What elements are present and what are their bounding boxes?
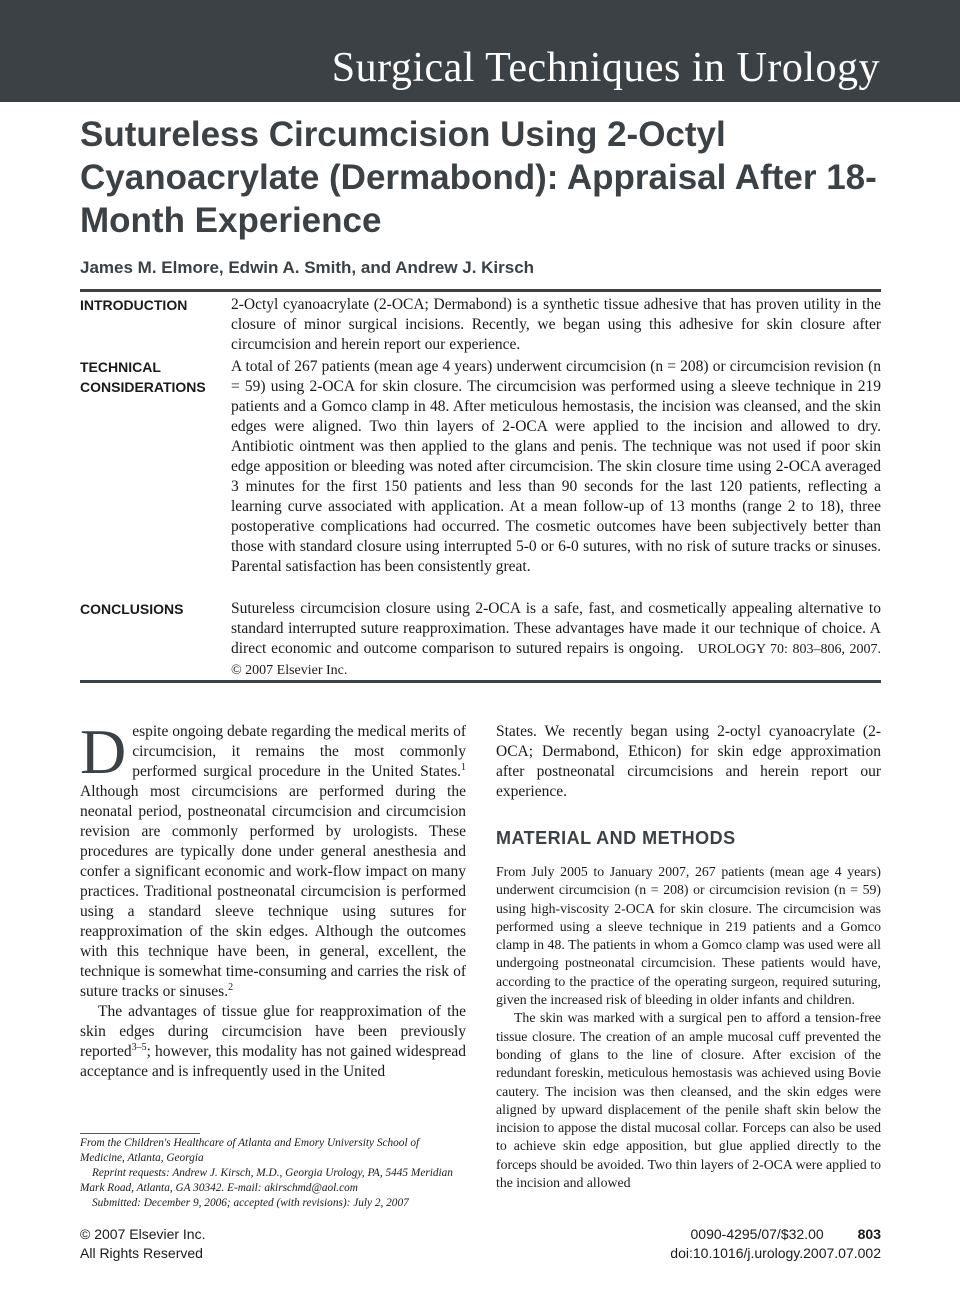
footer-left: [80, 1225, 206, 1263]
abstract-conclusions-text: Sutureless circumcision closure using 2-OCA is a safe, fast, and cosmetically appealing alternative to standard interrupted suture reapproximation. These advantages have made it our technique of choice. A direct economic and outcome comparison to sutured repairs is ongoing.: [231, 600, 881, 657]
methods-body: [496, 863, 881, 1192]
footer-right: [670, 1225, 881, 1263]
right-column-continuation: [496, 722, 881, 802]
section-heading: MATERIAL AND METHODS: [496, 828, 736, 848]
footnotes: [80, 1136, 466, 1211]
abstract-text: 2-Octyl cyanoacrylate (2-OCA; Dermabond) is a synthetic tissue adhesive that has proven utility in the closure of minor surgical incisions. Recently, we began using this adhesive for skin closure after circumcision and herein report our experience.: [231, 296, 881, 353]
abstract-top-rule: [80, 289, 881, 292]
drop-cap: D: [80, 716, 127, 787]
abstract-label: INTRODUCTION: [80, 297, 188, 313]
abstract-text: [231, 599, 881, 681]
body-paragraph: From July 2005 to January 2007, 267 patients (mean age 4 years) underwent circumcision (n = 208) or circumcision revision (n = 59) using high-viscosity 2-OCA for skin closure. The circumcision was performed using a sleeve technique in 219 patients and a Gomco clamp in 48. The patients in whom a Gomco clamp was used were all undergoing postneonatal circumcision. These patients would have, according to the practice of the operating surgeon, required suturing, given the increased risk of bleeding in older infants and children.: [496, 864, 881, 1008]
footnote-rule: [80, 1133, 200, 1134]
body-paragraph: [80, 1002, 466, 1082]
author-list: James M. Elmore, Edwin A. Smith, and Andrew J. Kirsch: [80, 258, 535, 277]
reference-marker: 3–5: [131, 1041, 147, 1053]
article-title: Sutureless Circumcision Using 2-Octyl Cyanoacrylate (Dermabond): Appraisal After 18-Month Experience: [80, 115, 877, 240]
abstract-label: [80, 357, 225, 397]
body-text: The advantages of tissue glue for reapproximation of the skin edges during circumcision have been previously reported: [80, 1003, 466, 1060]
footnote-reprint: Reprint requests: Andrew J. Kirsch, M.D., Georgia Urology, PA, 5445 Meridian Mark Road, Atlanta, GA 30342. E-mail: akirschmd@aol.com: [80, 1167, 453, 1194]
abstract-label-line: TECHNICAL: [80, 359, 161, 375]
body-paragraph: [80, 716, 466, 1002]
footnote-affiliation: From the Children's Healthcare of Atlanta and Emory University School of Medicine, Atlanta, Georgia: [80, 1137, 420, 1164]
body-paragraph: States. We recently began using 2-octyl cyanoacrylate (2-OCA; Dermabond, Ethicon) for skin edge approximation after postneonatal circumcisions and herein report our experience.: [496, 723, 881, 800]
footer-copyright: © 2007 Elsevier Inc.: [80, 1226, 206, 1242]
footer-rights: All Rights Reserved: [80, 1245, 203, 1261]
body-paragraph: The skin was marked with a surgical pen to afford a tension-free tissue closure. The creation of an ample mucosal cuff prevented the bonding of glans to the line of closure. After excision of the redundant foreskin, meticulous hemostasis was achieved using Bovie cautery. The incision was then cleansed, and the skin edges were aligned by upward displacement of the penile shaft skin below the incision to appose the distal mucosal collar. Forceps can also be used to achieve skin edge apposition, but glue applied directly to the forceps should be avoided. Two thin layers of 2-OCA were applied to the incision and allowed: [496, 1010, 881, 1191]
abstract-bottom-rule: [80, 680, 881, 683]
abstract-text: A total of 267 patients (mean age 4 years) underwent circumcision (n = 208) or circumcision revision (n = 59) using 2-OCA for skin closure. The circumcision was performed using a sleeve technique in 219 patients and a Gomco clamp in 48. After meticulous hemostasis, the incision was cleansed, and the skin edges were aligned. Two thin layers of 2-OCA were applied to the incision and allowed to dry. Antibiotic ointment was then applied to the glans and penis. The technique was not used if poor skin edge apposition or bleeding was noted after circumcision. The skin closure time using 2-OCA averaged 3 minutes for the first 150 patients and less than 90 seconds for the last 120 patients, reflecting a learning curve associated with application. At a mean follow-up of 13 months (range 2 to 18), three postoperative complications had occurred. The cosmetic outcomes have been subjectively better than those with standard closure using interrupted 5-0 or 6-0 sutures, with no risk of suture tracks or sinuses. Parental satisfaction has been consistently great.: [231, 358, 881, 575]
abstract-label-line: CONSIDERATIONS: [80, 379, 206, 395]
journal-banner: [0, 0, 960, 102]
page-number: 803: [857, 1226, 881, 1242]
footer-doi: doi:10.1016/j.urology.2007.07.002: [670, 1245, 881, 1261]
reference-marker: 2: [228, 981, 234, 993]
left-column: [80, 716, 466, 1082]
abstract-label: CONCLUSIONS: [80, 601, 184, 617]
footnote-submitted: Submitted: December 9, 2006; accepted (with revisions): July 2, 2007: [92, 1197, 409, 1209]
reference-marker: 1: [461, 761, 466, 773]
footer-issn-line: [670, 1225, 881, 1244]
footer-issn-price: 0090-4295/07/$32.00: [690, 1226, 824, 1242]
abstract-citation: UROLOGY 70: 803–806, 2007. © 2007 Elsevier Inc.: [231, 642, 882, 678]
body-text: Although most circumcisions are performed during the neonatal period, postneonatal circumcision and circumcision revision are commonly performed by urologists. These procedures are typically done under general anesthesia and confer a significant economic and work-flow impact on many practices. Traditional postneonatal circumcision is performed using a standard sleeve technique using sutures for reapproximation of the skin edges. Although the outcomes with this technique have been, in general, excellent, the technique is somewhat time-consuming and carries the risk of suture tracks or sinuses.: [80, 783, 466, 1000]
body-text: espite ongoing debate regarding the medical merits of circumcision, it remains the most commonly performed surgical procedure in the United States.: [132, 723, 466, 780]
body-text: ; however, this modality has not gained widespread acceptance and is infrequently used in the United: [80, 1043, 466, 1080]
journal-section-title: Surgical Techniques in Urology: [331, 45, 880, 91]
